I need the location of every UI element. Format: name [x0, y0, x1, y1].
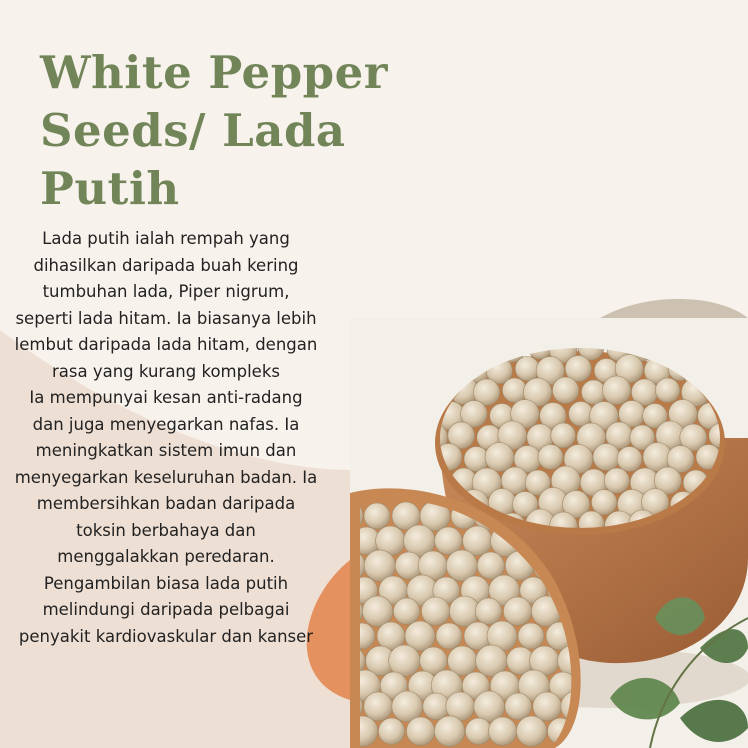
peppercorn: [503, 597, 531, 625]
peppercorn: [516, 716, 546, 746]
peppercorn: [538, 445, 563, 470]
peppercorn: [515, 357, 539, 381]
peppercorn: [552, 377, 578, 403]
peppercorn: [502, 378, 526, 402]
peppercorn: [378, 718, 404, 744]
peppercorn: [488, 717, 516, 745]
peppercorn: [364, 503, 390, 529]
description: [14, 226, 318, 650]
peppercorn: [617, 447, 642, 472]
peppercorn: [518, 623, 544, 649]
peppercorn: [533, 692, 562, 721]
peppercorn: [551, 423, 576, 448]
peppercorn: [475, 598, 501, 624]
peppercorn: [434, 716, 464, 746]
description-paragraph-2: Ia mempunyai kesan anti-radang dan juga menyegarkan nafas. Ia meningkatkan sistem imun dan menyegarkan keseluruhan badan. Ia membersihkan badan daripada toksin berbahaya dan menggalakkan peredaran.: [14, 388, 318, 566]
peppercorn: [406, 717, 434, 745]
page-title: White Pepper Seeds/ Lada Putih: [40, 46, 388, 215]
peppercorn: [436, 623, 462, 649]
peppercorn: [602, 376, 630, 404]
peppercorn: [465, 718, 491, 744]
peppercorn: [591, 490, 616, 515]
white-pepper-photo: [350, 318, 748, 748]
peppercorn: [364, 692, 393, 721]
peppercorn: [362, 596, 392, 626]
peppercorn: [421, 597, 449, 625]
peppercorn: [581, 380, 605, 404]
peppercorn: [485, 443, 514, 472]
peppercorn: [655, 378, 679, 402]
peppercorn: [593, 444, 620, 471]
description-paragraph-3: Pengambilan biasa lada putih melindungi daripada pelbagai penyakit kardiovaskular dan kanser: [18, 573, 314, 646]
peppercorn: [393, 598, 419, 624]
peppercorn: [477, 552, 504, 579]
peppercorn: [604, 468, 629, 493]
description-paragraph-1: Lada putih ialah rempah yang dihasilkan daripada buah kering tumbuhan lada, Piper nigrum, seperti lada hitam. Ia biasanya lebih lembut daripada lada hitam, dengan rasa yang kurang kompleks: [14, 229, 318, 381]
peppercorn: [505, 693, 532, 720]
